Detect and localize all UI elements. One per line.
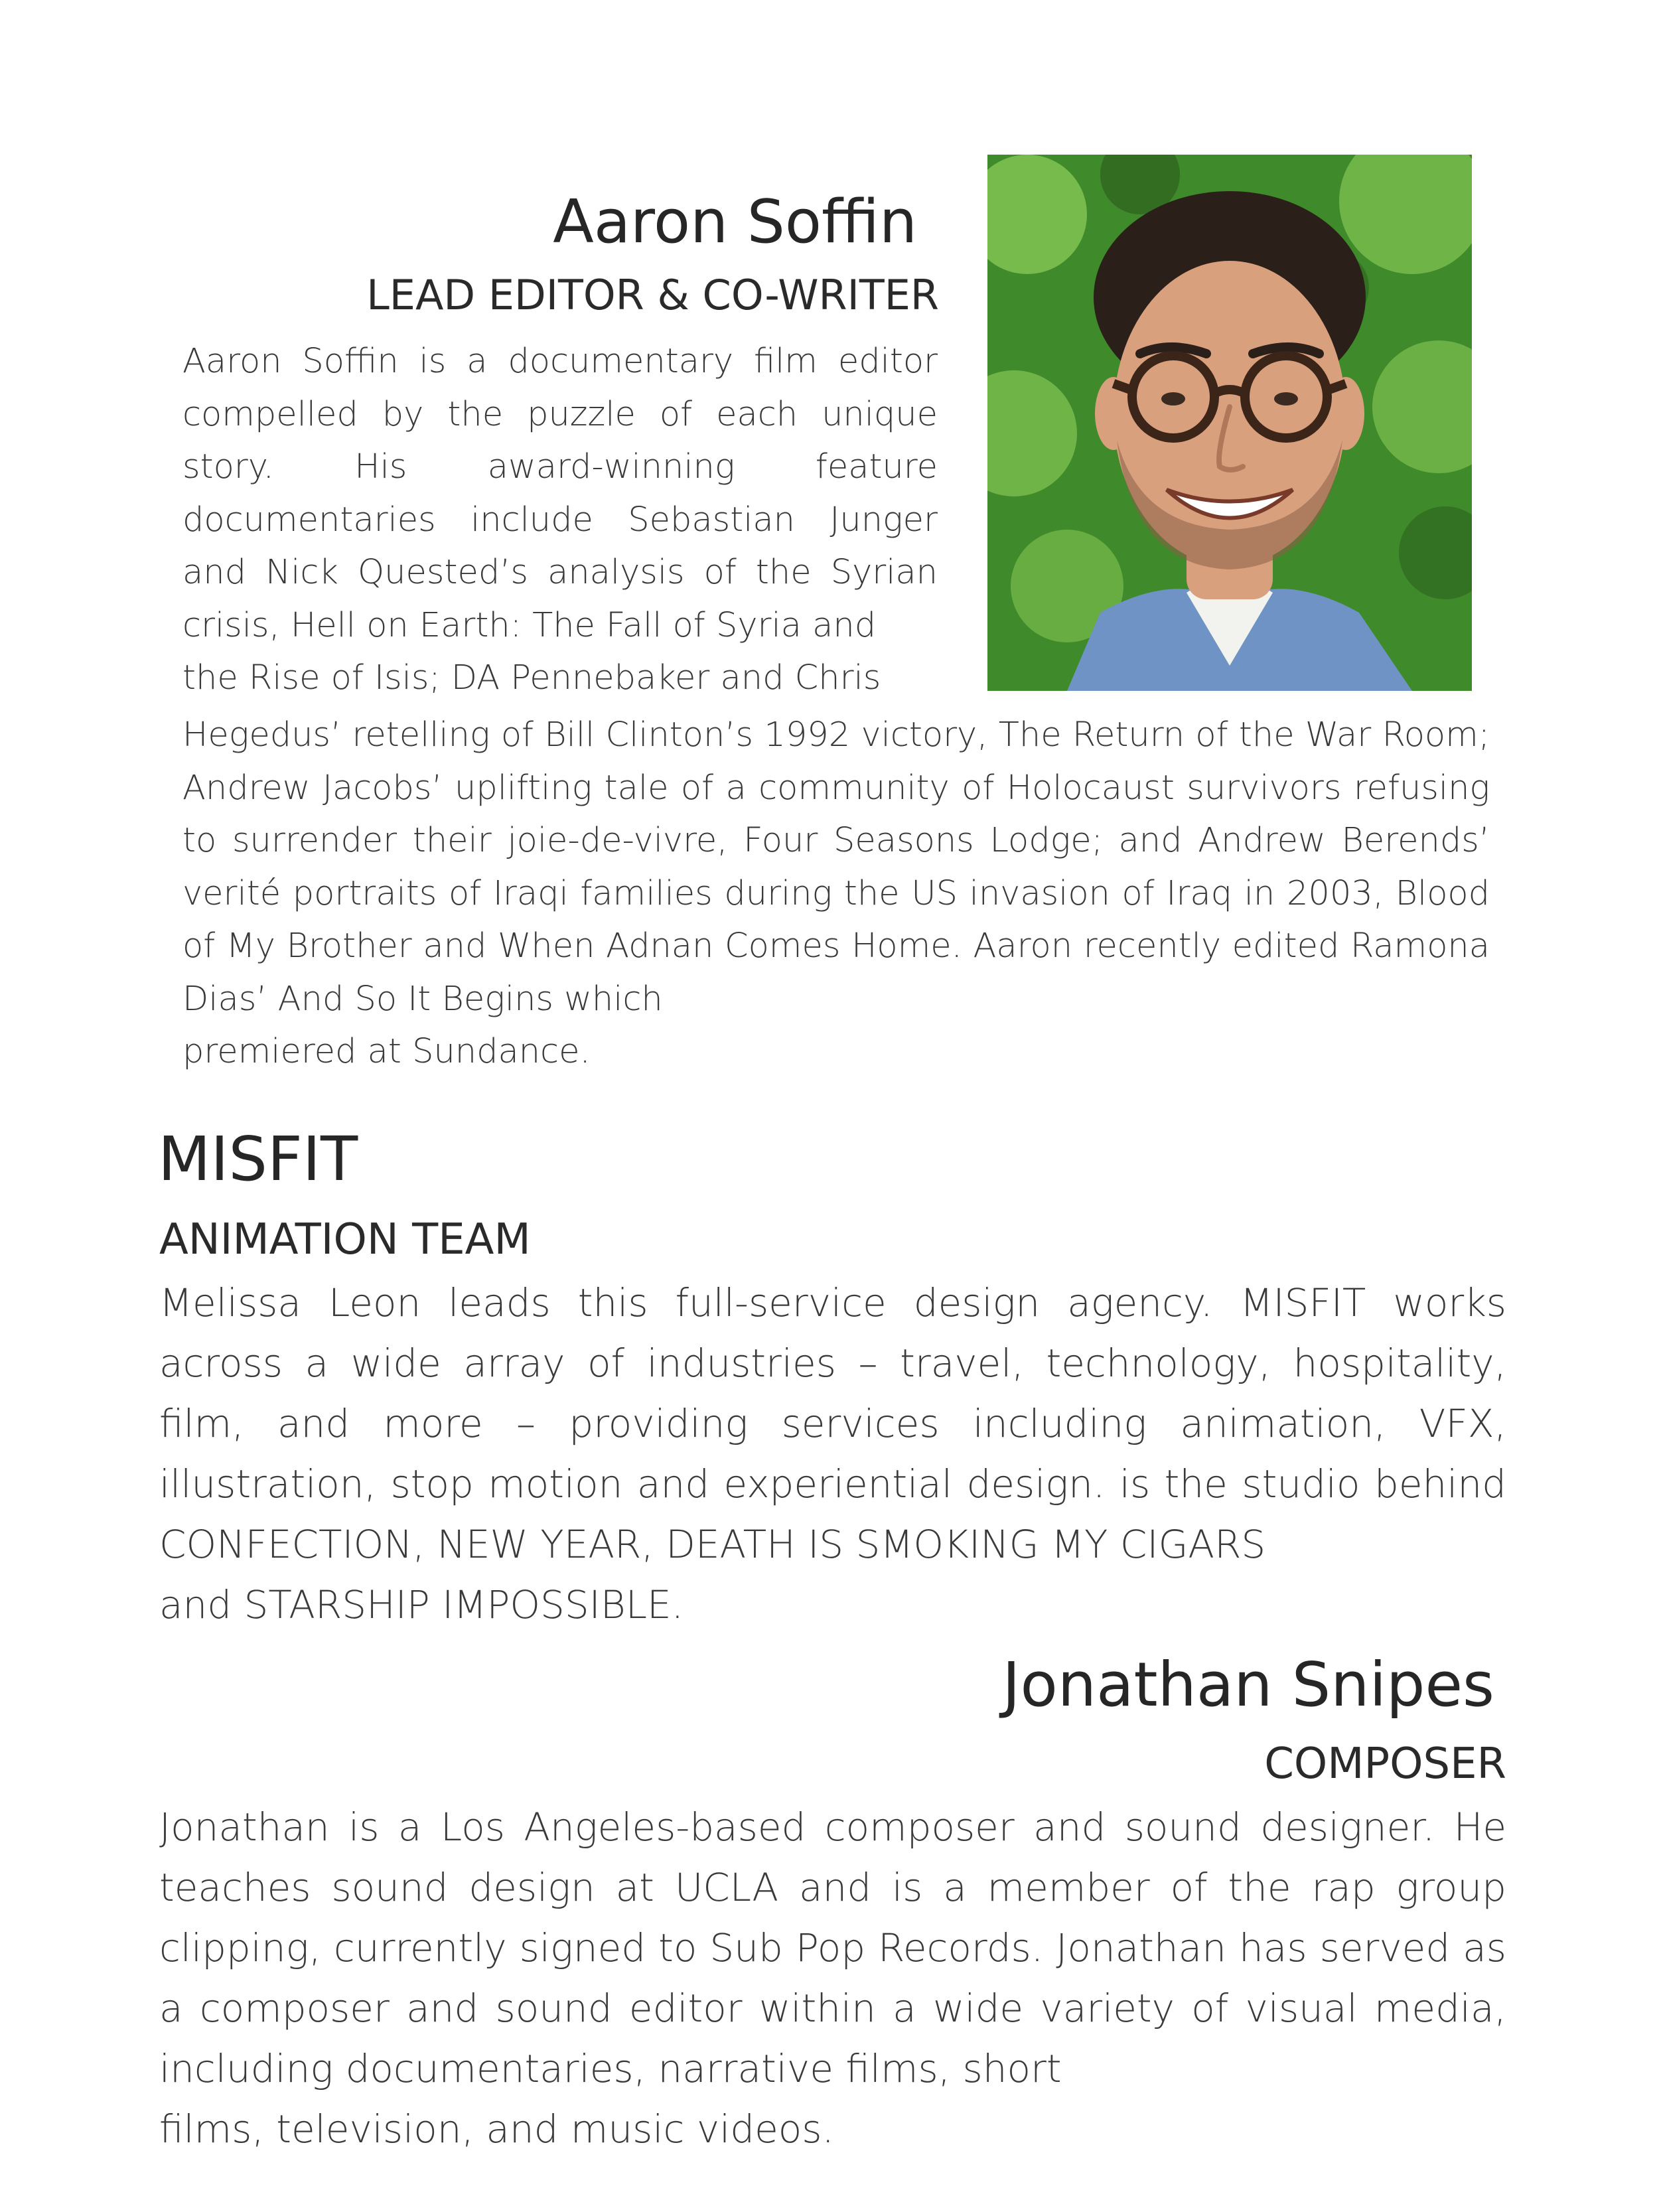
misfit-bio-text: Melissa Leon leads this full-service design agency. MISFIT works across a wide array of industries – travel, technology, hospitality, film, and more – providing services including animation, VFX, illustration, stop motion and experiential design. is the studio behind CONFECTION, NEW YEAR, DEATH IS SMOKING MY CIGARS (159, 1280, 1506, 1567)
misfit-name: MISFIT (158, 1124, 358, 1195)
aaron-soffin-role: LEAD EDITOR & CO-WRITER (366, 271, 939, 319)
aaron-soffin-bio-part-1 (182, 335, 938, 705)
aaron-soffin-name: Aaron Soffin (553, 187, 917, 257)
aaron-soffin-bio-part-1-last-line: the Rise of Isis; DA Pennebaker and Chris (182, 658, 881, 698)
jonathan-snipes-role: COMPOSER (1264, 1739, 1506, 1789)
aaron-soffin-bio-part-2-last-line: premiered at Sundance. (182, 1032, 591, 1071)
aaron-soffin-bio-part-2 (182, 709, 1490, 1078)
portrait-image (987, 155, 1472, 691)
misfit-role: ANIMATION TEAM (159, 1215, 531, 1264)
right-eye (1274, 392, 1298, 406)
jonathan-snipes-name: Jonathan Snipes (1002, 1649, 1494, 1720)
aaron-soffin-photo (987, 155, 1472, 691)
aaron-soffin-bio-part-1-text: Aaron Soffin is a documentary film editor compelled by the puzzle of each unique story. His award-winning feature documentaries include Sebastian Junger and Nick Quested’s analysis of the Syrian crisis, Hell on Earth: The Fall of Syria and (182, 342, 938, 645)
misfit-bio (159, 1273, 1506, 1635)
misfit-bio-last-line: and STARSHIP IMPOSSIBLE. (159, 1582, 684, 1627)
left-eye (1161, 392, 1185, 406)
jonathan-snipes-bio-last-line: films, television, and music videos. (159, 2106, 834, 2152)
jonathan-snipes-bio (159, 1797, 1506, 2160)
aaron-soffin-bio-part-2-text: Hegedus’ retelling of Bill Clinton’s 1992 victory, The Return of the War Room; Andrew Jacobs’ uplifting tale of a community of Holocaust survivors refusing to surrender their joie-de-vivre, Four Seasons Lodge; and Andrew Berends’ verité portraits of Iraqi families during the US invasion of Iraq in 2003, Blood of My Brother and When Adnan Comes Home. Aaron recently edited Ramona Dias’ And So It Begins which (182, 715, 1490, 1019)
jonathan-snipes-bio-text: Jonathan is a Los Angeles-based composer and sound designer. He teaches sound design at UCLA and is a member of the rap group clipping, currently signed to Sub Pop Records. Jonathan has served as a composer and sound editor within a wide variety of visual media, including documentaries, narrative films, short (159, 1805, 1506, 2091)
